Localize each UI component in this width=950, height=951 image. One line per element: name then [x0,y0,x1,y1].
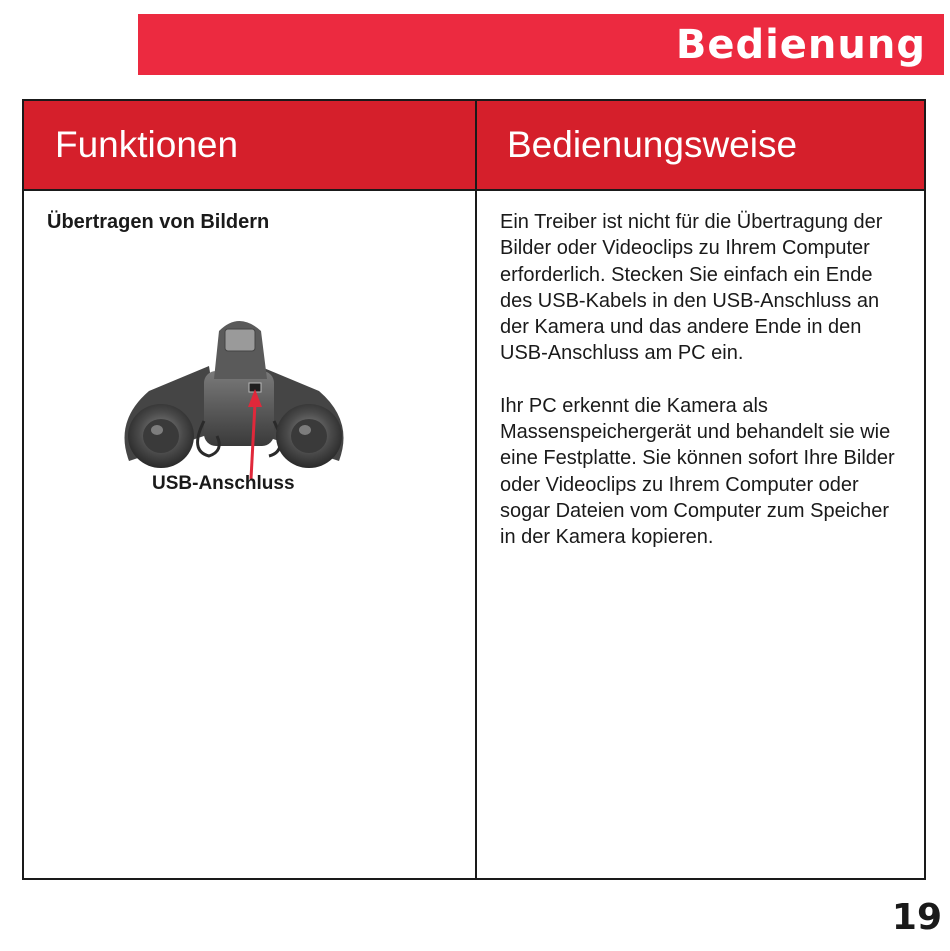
section-banner [138,14,944,75]
usb-port-label: USB-Anschluss [152,473,295,494]
column-header-operation: Bedienungsweise [507,124,798,165]
description-paragraph-2: Ihr PC erkennt die Kamera als Massenspeichergerät und behandelt sie wie eine Festplatte. Sie können sofort Ihre Bilder oder Videoclips zu Ihrem Computer oder sogar Dateien vom Computer zum Speicher in der Kamera kopieren. [500,394,895,549]
page-number: 19 [891,897,942,938]
column-divider [475,101,477,878]
operation-description [500,209,910,577]
table-header-row [24,101,924,191]
description-paragraph-1: Ein Treiber ist nicht für die Übertragung der Bilder oder Videoclips zu Ihrem Computer erforderlich. Stecken Sie einfach ein Ende des USB-Kabels in den USB-Anschluss an der Kamera und das andere Ende in den USB-Anschluss am PC ein. [500,211,883,365]
section-title: Bedienung [675,22,926,68]
binocular-camera-illustration [109,311,359,481]
function-table [22,99,926,880]
column-header-functions: Funktionen [55,124,239,165]
function-title: Übertragen von Bildern [47,211,270,233]
